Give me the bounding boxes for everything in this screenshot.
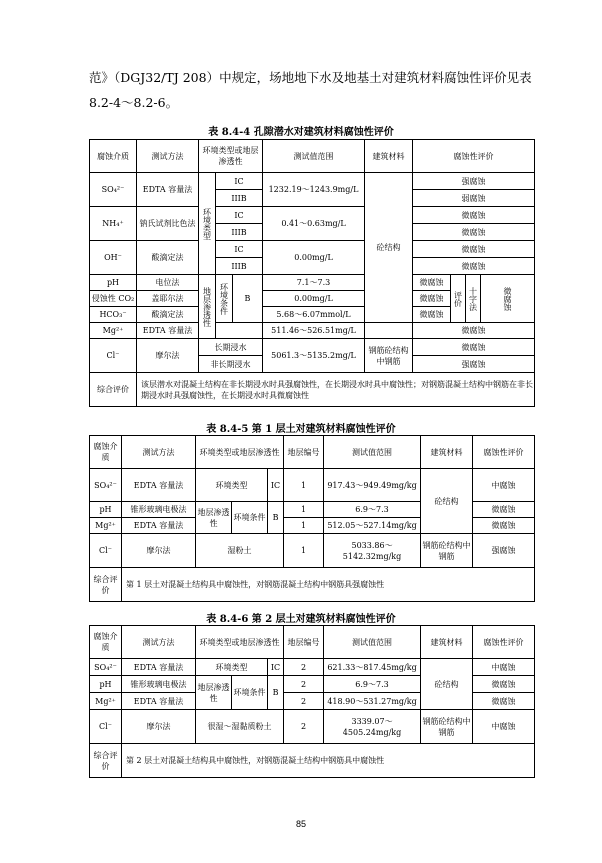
page-number: 85 (295, 819, 306, 829)
cell-eval: 微腐蚀 (413, 323, 535, 339)
cell-method: 摩尔法 (137, 339, 199, 373)
cell-iiib: IIIB (216, 190, 263, 207)
cell-eval: 微腐蚀 (413, 291, 451, 307)
cell-range: 5061.3～5135.2mg/L (263, 339, 365, 373)
summary-text: 该层潜水对混凝土结构在非长期浸水时具强腐蚀性，在长期浸水时具中腐蚀性；对钢筋混凝土结构中钢筋在非长期浸水时具强腐蚀性，在长期浸水时具微腐蚀性 (137, 373, 535, 407)
table-row (90, 241, 535, 258)
table-row (90, 173, 535, 190)
cell-method: 酸滴定法 (137, 307, 199, 323)
summary-text: 第 1 层土对混凝土结构具中腐蚀性，对钢筋混凝土结构中钢筋具强腐蚀性 (122, 568, 535, 602)
cell-method: 电位法 (137, 275, 199, 291)
cell-medium: Mg²⁺ (90, 323, 137, 339)
table-5 (89, 435, 535, 602)
cell-medium: Mg²⁺ (90, 693, 122, 710)
cell-method: 锥形玻璃电极法 (122, 676, 196, 693)
cell-method: 锥形玻璃电极法 (122, 502, 196, 518)
header-env: 环境类型或地层渗透性 (199, 140, 263, 173)
table-5-summary (90, 568, 535, 602)
table-6 (89, 625, 535, 778)
header-eval: 腐蚀性评价 (473, 626, 535, 659)
cell-concrete: 砼结构 (365, 173, 413, 323)
cell-eval: 中腐蚀 (473, 469, 535, 502)
cell-env-cond: 环境条件 (232, 502, 268, 534)
cell-range: 5.68～6.07mmol/L (263, 307, 365, 323)
cell-range: 917.43～949.49mg/kg (324, 469, 421, 502)
table-5-header (90, 436, 535, 469)
cell-range: 6.9～7.3 (324, 676, 421, 693)
table-row (90, 534, 535, 568)
table-4-caption: 表 8.4-4 孔隙潜水对建筑材料腐蚀性评价 (208, 127, 394, 138)
cell-medium: SO₄²⁻ (90, 173, 137, 207)
header-layer: 地层编号 (284, 436, 324, 469)
cell-concrete: 砼结构 (421, 469, 473, 534)
table-row (90, 323, 535, 339)
header-layer: 地层编号 (284, 626, 324, 659)
header-range: 测试值范围 (263, 140, 365, 173)
cell-cross-eval: 微腐蚀 (481, 275, 535, 323)
cell-eval: 微腐蚀 (413, 275, 451, 291)
cell-b: B (268, 502, 284, 534)
header-material: 建筑材料 (365, 140, 413, 173)
cell-cross-label: 十字法 (466, 275, 481, 323)
cell-layer: 2 (284, 676, 324, 693)
cell-env-type: 环境类型 (196, 659, 268, 676)
cell-eval: 强腐蚀 (413, 356, 535, 373)
cell-ic: IC (268, 469, 284, 502)
cell-soil: 湿粉土 (196, 534, 284, 568)
cell-rebar: 钢筋砼结构中钢筋 (421, 710, 473, 744)
cell-eval: 微腐蚀 (413, 241, 535, 258)
cell-layer: 1 (284, 469, 324, 502)
cell-range: 0.00mg/L (263, 241, 365, 275)
cell-method: 盖耶尔法 (137, 291, 199, 307)
summary-text: 第 2 层土对混凝土结构具中腐蚀性，对钢筋混凝土结构中钢筋具中腐蚀性 (122, 744, 535, 778)
cell-medium: Cl⁻ (90, 339, 137, 373)
cell-method: EDTA 容量法 (122, 518, 196, 534)
cell-eval: 微腐蚀 (413, 258, 535, 275)
intro-line-2: 8.2-4～8.2-6。 (89, 95, 179, 110)
cell-medium: Cl⁻ (90, 534, 122, 568)
cell-eval: 弱腐蚀 (413, 190, 535, 207)
cell-medium: pH (90, 502, 122, 518)
cell-medium: Mg²⁺ (90, 518, 122, 534)
cell-layer: 1 (284, 534, 324, 568)
cell-range: 3339.07～4505.24mg/kg (324, 710, 421, 744)
table-row (90, 710, 535, 744)
cell-eval: 微腐蚀 (473, 676, 535, 693)
cell-eval: 强腐蚀 (413, 173, 535, 190)
cell-layer: 1 (284, 518, 324, 534)
cell-medium: NH₄⁺ (90, 207, 137, 241)
cell-medium: SO₄²⁻ (90, 469, 122, 502)
cell-method: 摩尔法 (122, 534, 196, 568)
cell-method: EDTA 容量法 (122, 659, 196, 676)
table-6-caption: 表 8.4-6 第 2 层土对建筑材料腐蚀性评价 (206, 614, 396, 625)
cell-rebar: 钢筋砼结构中钢筋 (365, 339, 413, 373)
header-medium: 腐蚀介质 (90, 140, 137, 173)
cell-env-cond: 环境条件 (232, 676, 268, 710)
cell-method: 摩尔法 (122, 710, 196, 744)
header-eval: 腐蚀性评价 (473, 436, 535, 469)
cell-ic: IC (216, 241, 263, 258)
cell-method: EDTA 容量法 (122, 693, 196, 710)
cell-ic: IC (216, 207, 263, 224)
cell-eval: 微腐蚀 (473, 502, 535, 518)
cell-rebar: 钢筋砼结构中钢筋 (421, 534, 473, 568)
summary-label: 综合评价 (90, 744, 122, 778)
cell-medium: pH (90, 676, 122, 693)
header-material: 建筑材料 (421, 436, 473, 469)
header-method: 测试方法 (122, 436, 196, 469)
cell-eval: 微腐蚀 (473, 518, 535, 534)
table-row (90, 339, 535, 356)
cell-b: B (268, 676, 284, 710)
header-range: 测试值范围 (324, 436, 421, 469)
cell-medium: 侵蚀性 CO₂ (90, 291, 137, 307)
cell-medium: Cl⁻ (90, 710, 122, 744)
cell-range: 511.46～526.51mg/L (263, 323, 365, 339)
cell-eval: 微腐蚀 (413, 339, 535, 356)
table-row (90, 659, 535, 676)
cell-material-empty (365, 323, 413, 339)
cell-eval: 强腐蚀 (473, 534, 535, 568)
cell-method: EDTA 容量法 (122, 469, 196, 502)
table-4-summary (90, 373, 535, 407)
cell-range: 0.41～0.63mg/L (263, 207, 365, 241)
cell-layer: 1 (284, 502, 324, 518)
cell-b: B (233, 275, 263, 323)
cell-medium: OH⁻ (90, 241, 137, 275)
header-method: 测试方法 (137, 140, 199, 173)
cell-concrete: 砼结构 (421, 659, 473, 710)
header-medium: 腐蚀介质 (90, 436, 122, 469)
cell-eval: 微腐蚀 (413, 207, 535, 224)
cell-range: 0.00mg/L (263, 291, 365, 307)
table-row (90, 275, 535, 291)
cell-iiib: IIIB (216, 224, 263, 241)
cell-eval: 中腐蚀 (473, 710, 535, 744)
header-env: 环境类型或地层渗透性 (196, 626, 284, 659)
cell-range: 5033.86～5142.32mg/kg (324, 534, 421, 568)
cell-layer: 2 (284, 693, 324, 710)
cell-eval: 微腐蚀 (473, 693, 535, 710)
cell-nonlong-soak: 非长期浸水 (199, 356, 263, 373)
cell-range: 1232.19～1243.9mg/L (263, 173, 365, 207)
cell-eval: 微腐蚀 (413, 224, 535, 241)
header-material: 建筑材料 (421, 626, 473, 659)
cell-medium: pH (90, 275, 137, 291)
cell-env-type: 环境类型 (196, 469, 268, 502)
table-6-header (90, 626, 535, 659)
cell-long-soak: 长期浸水 (199, 339, 263, 356)
summary-label: 综合评价 (90, 568, 122, 602)
cell-strata: 地层渗透性 (199, 275, 216, 339)
table-row (90, 469, 535, 502)
cell-method: 钠氏试剂比色法 (137, 207, 199, 241)
summary-label: 综合评价 (90, 373, 137, 407)
header-method: 测试方法 (122, 626, 196, 659)
cell-range: 621.33～817.45mg/kg (324, 659, 421, 676)
table-4-header (90, 140, 535, 173)
header-env: 环境类型或地层渗透性 (196, 436, 284, 469)
cell-eval-label: 评价 (451, 275, 466, 323)
cell-env-type: 环境类型 (199, 173, 216, 275)
header-medium: 腐蚀介质 (90, 626, 122, 659)
table-5-caption: 表 8.4-5 第 1 层土对建筑材料腐蚀性评价 (206, 424, 396, 435)
cell-ic: IC (268, 659, 284, 676)
cell-range: 6.9～7.3 (324, 502, 421, 518)
cell-range: 512.05～527.14mg/kg (324, 518, 421, 534)
cell-medium: SO₄²⁻ (90, 659, 122, 676)
table-row (90, 207, 535, 224)
cell-ic: IC (216, 173, 263, 190)
intro-line-1: 范》（DGJ32/TJ 208）中规定，场地地下水及地基土对建筑材料腐蚀性评价见表 (89, 70, 532, 85)
cell-range: 7.1～7.3 (263, 275, 365, 291)
cell-eval: 微腐蚀 (413, 307, 451, 323)
cell-eval: 中腐蚀 (473, 659, 535, 676)
header-eval: 腐蚀性评价 (413, 140, 535, 173)
cell-medium: HCO₃⁻ (90, 307, 137, 323)
table-4 (89, 139, 535, 407)
cell-empty (216, 323, 263, 339)
cell-layer: 2 (284, 710, 324, 744)
cell-iiib: IIIB (216, 258, 263, 275)
table-6-summary (90, 744, 535, 778)
cell-method: 酸滴定法 (137, 241, 199, 275)
cell-method: EDTA 容量法 (137, 173, 199, 207)
cell-env-cond: 环境条件 (216, 275, 233, 323)
cell-method: EDTA 容量法 (137, 323, 199, 339)
cell-soil: 很湿～湿黏质粉土 (196, 710, 284, 744)
cell-strata: 地层渗透性 (196, 502, 232, 534)
cell-strata: 地层渗透性 (196, 676, 232, 710)
header-range: 测试值范围 (324, 626, 421, 659)
cell-layer: 2 (284, 659, 324, 676)
cell-range: 418.90～531.27mg/kg (324, 693, 421, 710)
